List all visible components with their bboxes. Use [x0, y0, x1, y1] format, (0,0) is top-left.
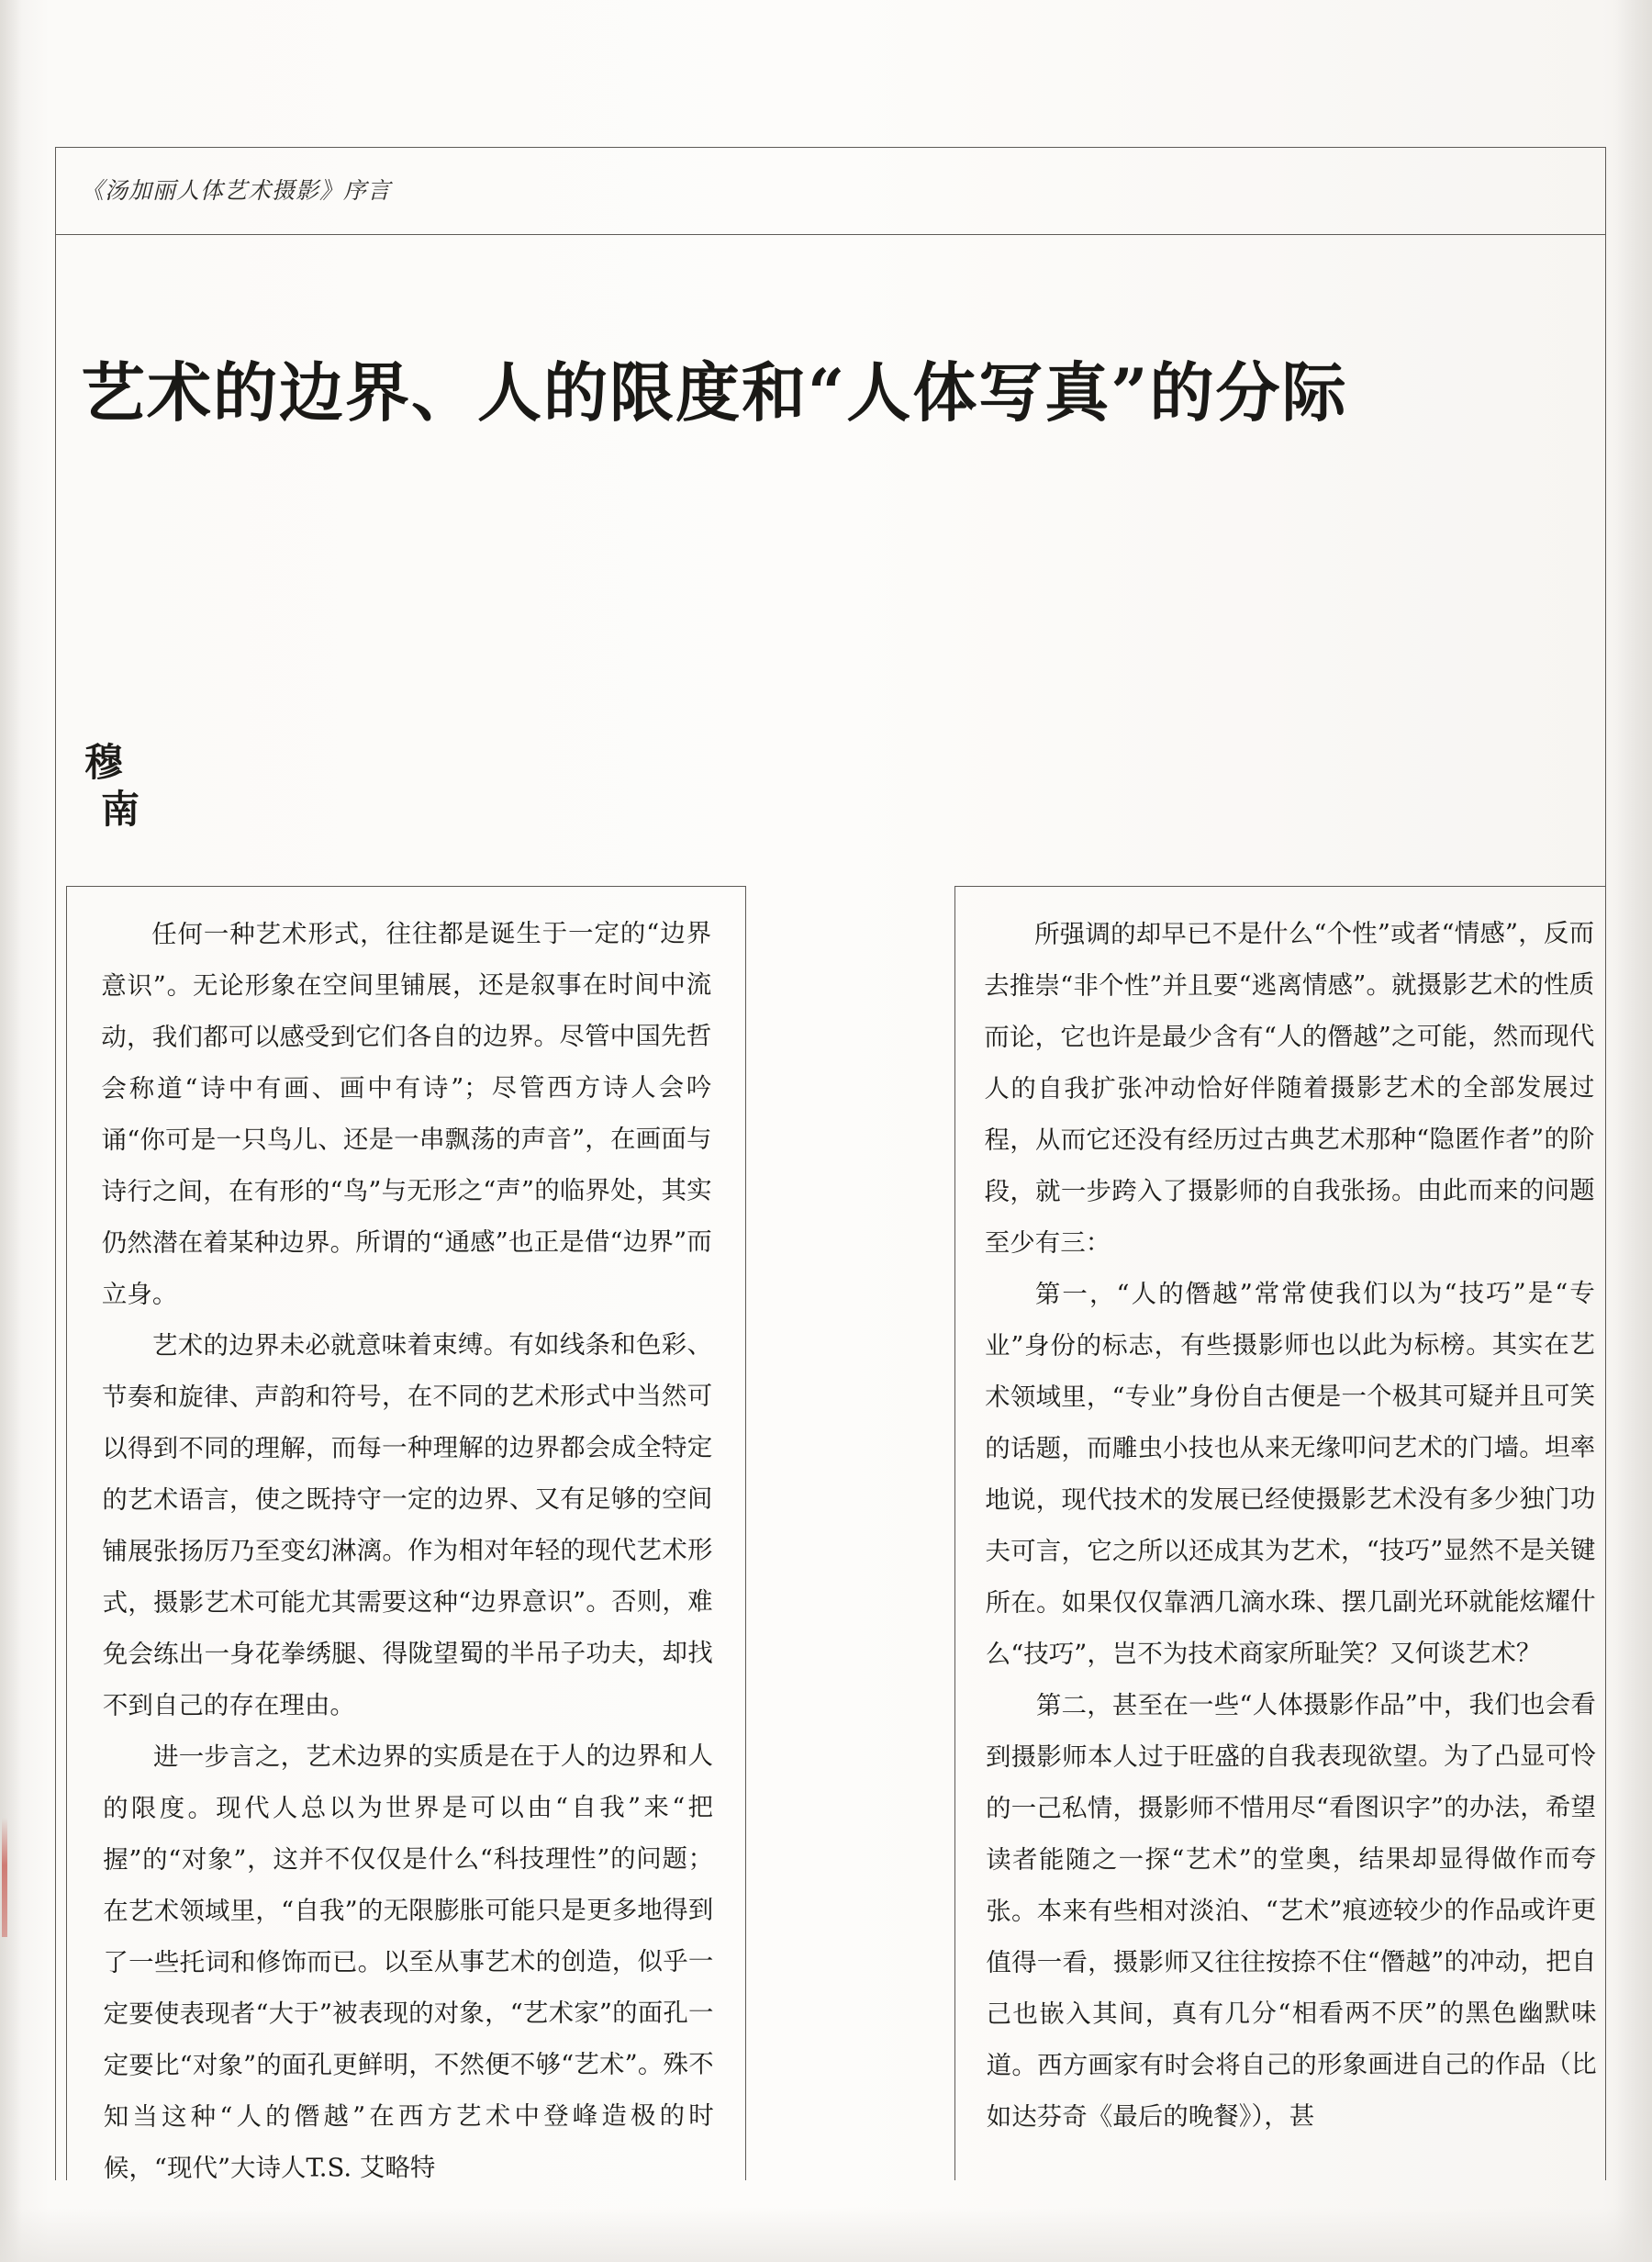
right-column-left-rule	[954, 886, 955, 2180]
right-column-top-rule	[954, 886, 1606, 887]
frame-left-rule	[55, 234, 56, 2180]
left-column-right-rule	[745, 886, 746, 2180]
left-column-top-rule	[66, 886, 745, 887]
page-title: 艺术的边界、人的限度和“人体写真”的分际	[81, 353, 1348, 431]
paragraph: 任何一种艺术形式，往往都是诞生于一定的“边界意识”。无论形象在空间里铺展，还是叙事在时间中流动，我们都可以感受到它们各自的边界。尽管中国先哲会称道“诗中有画、画中有诗”；尽管西方诗人会吟诵“你可是一只鸟儿、还是一串飘荡的声音”，在画面与诗行之间，在有形的“鸟”与无形之“声”的临界处，其实仍然潜在着某种边界。所谓的“通感”也正是借“边界”而立身。	[101, 918, 712, 1309]
author-char-1: 穆	[84, 740, 124, 785]
author-char-2: 南	[101, 787, 140, 833]
page-edge-shadow-right	[1615, 0, 1652, 2262]
paragraph: 第二，甚至在一些“人体摄影作品”中，我们也会看到摄影师本人过于旺盛的自我表现欲望。为了凸显可怜的一己私情，摄影师不惜用尽“看图识字”的办法，希望读者能随之一探“艺术”的堂奥，结果却显得做作而夸张。本来有些相对淡泊、“艺术”痕迹较少的作品或许更值得一看，摄影师又往往按捺不住“僭越”的冲动，把自己也嵌入其间，真有几分“相看两不厌”的黑色幽默味道。西方画家有时会将自己的形象画进自己的作品（比如达芬奇《最后的晚餐》），甚	[985, 1689, 1597, 2132]
paragraph: 进一步言之，艺术边界的实质是在于人的边界和人的限度。现代人总以为世界是可以由“自我”来“把握”的“对象”，这并不仅仅是什么“科技理性”的问题；在艺术领域里，“自我”的无限膨胀可能只是更多地得到了一些托词和修饰而已。以至从事艺术的创造，似乎一定要使表现者“大于”被表现的对象，“艺术家”的面孔一定要比“对象”的面孔更鲜明，不然便不够“艺术”。殊不知当这种“人的僭越”在西方艺术中登峰造极的时候，“现代”大诗人T.S. 艾略特	[103, 1741, 714, 2183]
body-column-left	[101, 908, 714, 2194]
paragraph: 第一，“人的僭越”常常使我们以为“技巧”是“专业”身份的标志，有些摄影师也以此为标榜。其实在艺术领域里，“专业”身份自古便是一个极其可疑并且可笑的话题，而雕虫小技也从来无缘叩问艺术的门墙。坦率地说，现代技术的发展已经使摄影艺术没有多少独门功夫可言，它之所以还成其为艺术，“技巧”显然不是关键所在。如果仅仅靠洒几滴水珠、摆几副光环就能炫耀什么“技巧”，岂不为技术商家所耻笑？又何谈艺术？	[984, 1278, 1596, 1669]
author-byline	[84, 739, 167, 833]
running-head-rule	[55, 234, 1606, 235]
running-head-left-rule	[55, 147, 56, 234]
left-column-left-rule	[66, 886, 67, 2180]
frame-right-rule	[1605, 147, 1606, 2180]
body-column-right	[984, 908, 1597, 2143]
frame-top-rule	[55, 147, 1606, 148]
paragraph: 所强调的却早已不是什么“个性”或者“情感”，反而去推崇“非个性”并且要“逃离情感”。就摄影艺术的性质而论，它也许是最少含有“人的僭越”之可能，然而现代人的自我扩张冲动恰好伴随着摄影艺术的全部发展过程，从而它还没有经历过古典艺术那种“隐匿作者”的阶段，就一步跨入了摄影师的自我张扬。由此而来的问题至少有三：	[984, 918, 1595, 1258]
page-margin-red-mark	[2, 1818, 7, 1937]
paragraph: 艺术的边界未必就意味着束缚。有如线条和色彩、节奏和旋律、声韵和符号，在不同的艺术形式中当然可以得到不同的理解，而每一种理解的边界都会成全特定的艺术语言，使之既持守一定的边界、又有足够的空间铺展张扬厉乃至变幻淋漓。作为相对年轻的现代艺术形式，摄影艺术可能尤其需要这种“边界意识”。否则，难免会练出一身花拳绣腿、得陇望蜀的半吊子功夫，却找不到自己的存在理由。	[102, 1329, 713, 1720]
running-head: 《汤加丽人体艺术摄影》序言	[81, 177, 392, 204]
page-edge-shadow-bottom	[0, 2207, 1652, 2262]
